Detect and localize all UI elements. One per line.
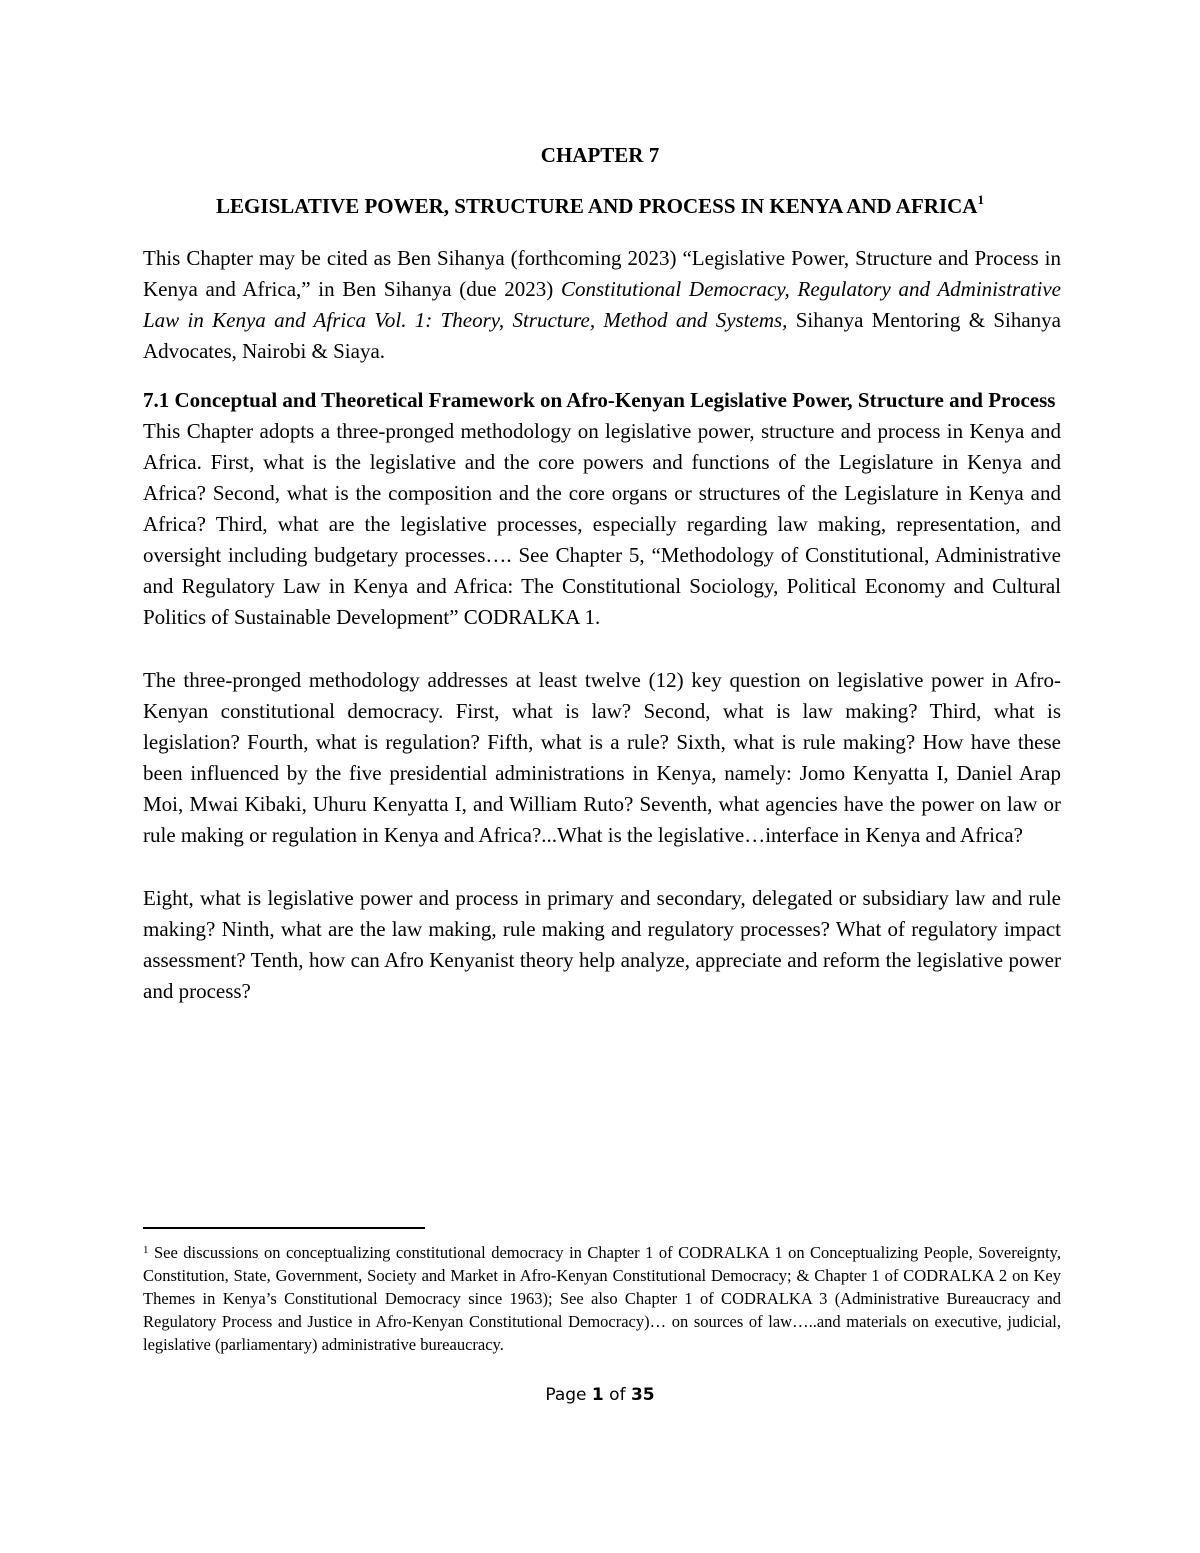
chapter-number: CHAPTER 7 [540,143,660,167]
footnote-text: See discussions on conceptualizing constitutional democracy in Chapter 1 of CODRALKA 1 on Conceptualizing People, Sovereignty, Constitution, State, Government, Society and Market in Afro-Kenyan Constitutional Democracy; & Chapter 1 of CODRALKA 2 on Key Themes in Kenya’s Constitutional Democracy since 1963); See also Chapter 1 of CODRALKA 3 (Administrative Bureaucracy and Regulatory Process and Justice in Afro-Kenyan Constitutional Democracy)… on sources of law…..and materials on executive, judicial, legislative (parliamentary) administrative bureaucracy. [143,1243,1061,1354]
page-number-footer [0,1385,1200,1405]
current-page: 1 [591,1385,604,1405]
footnote [143,1241,1061,1356]
citation-book-title: Constitutional Democracy, Regulatory and Administrative Law in Kenya and Africa Vol. 1: Theory, Structure, Method and Systems, [143,277,1061,332]
footnote-separator [143,1227,425,1229]
chapter-title-text: LEGISLATIVE POWER, STRUCTURE AND PROCESS IN KENYA AND AFRICA [216,194,978,218]
chapter-body [143,243,1061,1007]
citation-suffix: Sihanya Mentoring & Sihanya Advocates, Nairobi & Siaya. [143,308,1062,363]
citation-prefix: This Chapter may be cited as Ben Sihanya (forthcoming 2023) “Legislative Power, Structure and Process in Kenya and Africa,” in Ben Sihanya (due 2023) [143,246,1061,301]
of-word: of [609,1385,626,1405]
citation-paragraph [143,243,1061,367]
methodology-paragraph: This Chapter adopts a three-pronged methodology on legislative power, structure and process in Kenya and Africa. First, what is the legislative and the core powers and functions of the Legislature in Kenya and Africa? Second, what is the composition and the core organs or structures of the Legislature in Kenya and Africa? Third, what are the legislative processes, especially regarding law making, representation, and oversight including budgetary processes…. See Chapter 5, “Methodology of Constitutional, Administrative and Regulatory Law in Kenya and Africa: The Constitutional Sociology, Political Economy and Cultural Politics of Sustainable Development” CODRALKA 1. [143,419,1061,629]
paragraph-spacer [143,633,1061,665]
paragraph-spacer [143,851,1061,883]
chapter-title [0,194,1200,219]
total-pages: 35 [630,1385,655,1405]
section-heading: 7.1 Conceptual and Theoretical Framework on Afro-Kenyan Legislative Power, Structure and Process [143,388,1056,412]
questions-paragraph: The three-pronged methodology addresses at least twelve (12) key question on legislative power in Afro-Kenyan constitutional democracy. First, what is law? Second, what is law making? Third, what is legislation? Fourth, what is regulation? Fifth, what is a rule? Sixth, what is rule making? How have these been influenced by the five presidential administrations in Kenya, namely: Jomo Kenyatta I, Daniel Arap Moi, Mwai Kibaki, Uhuru Kenyatta I, and William Ruto? Seventh, what agencies have the power on law or rule making or regulation in Kenya and Africa?...What is the legislative…interface in Kenya and Africa? [143,668,1061,847]
page-word: Page [545,1385,587,1405]
footnote-marker: 1 [143,1244,149,1256]
questions-continued-paragraph: Eight, what is legislative power and process in primary and secondary, delegated or subsidiary law and rule making? Ninth, what are the law making, rule making and regulatory processes? What of regulatory impact assessment? Tenth, how can Afro Kenyanist theory help analyze, appreciate and reform the legislative power and process? [143,886,1061,1003]
footnote-reference[interactable]: 1 [977,192,984,207]
